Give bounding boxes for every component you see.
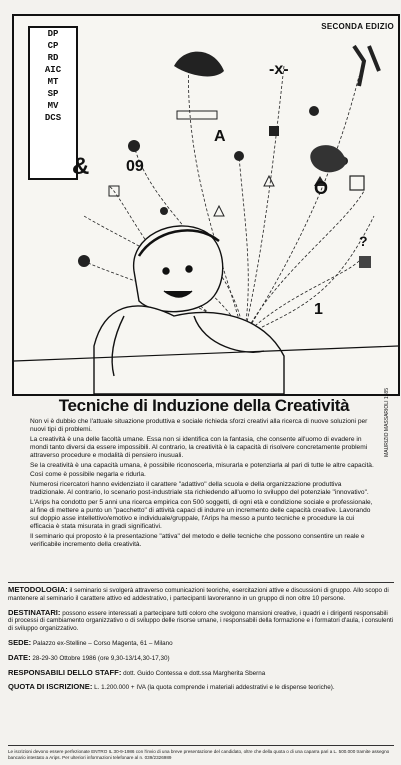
illustration-label: 09 [126, 158, 144, 175]
code-line: RD [47, 53, 59, 63]
code-line: AIC [44, 65, 62, 75]
code-line: MV [47, 101, 59, 111]
date-row [8, 654, 394, 663]
code-line: DP [47, 29, 59, 39]
footer-note: Le iscrizioni devono essere perfezionate ENTRO IL 30-9-1986 con l'invio di una breve presentazione del candidato, oltre che della quota o di una caparra pari a L. 500.000 tramite assegno bancario intestato a Arips. Per ulteriori informazioni telefonare al n. 039/2326989 [8, 749, 390, 760]
metodologia-label: METODOLOGIA: [8, 585, 68, 594]
metodologia-text: il seminario si svolgerà attraverso comunicazioni teoriche, esercitazioni attive e discussioni di gruppo. Allo scopo di mantenere al seminario il carattere attivo ed addestrativo, i partecipanti lavoreranno in un gruppo di non oltre 10 persone. [8, 587, 389, 602]
intro-text [30, 418, 376, 551]
page-title: Tecniche di Induzione della Creatività [58, 396, 350, 415]
course-info [8, 586, 394, 698]
sede-text: Palazzo ex-Stelline – Corso Magenta, 61 – Milano [32, 639, 173, 647]
illustration-label: -x- [269, 61, 289, 78]
illustration-label: O [314, 178, 329, 198]
intro-paragraph: L'Arips ha condotto per 5 anni una ricerca empirica con 500 soggetti, di ogni età e condizione sociale e professionale, al fine di mettere a punto un "pacchetto" di attività capaci di indurre un incremento delle capacità creative. Lavorando sul doppio asse intellettivo/emotivo e individuale/gruppale, l'Arips ha messo a punto tecniche e procedure la cui efficacia è stata misurata in gradi significativi. [30, 498, 373, 531]
date-text: 28-29-30 Ottobre 1986 (ore 9,30-13/14,30-17,30) [32, 654, 170, 662]
illustration-label: & [72, 153, 90, 180]
code-line: MT [47, 77, 59, 87]
divider [8, 745, 394, 746]
code-line: CP [47, 41, 59, 51]
destinatari-label: DESTINATARI: [8, 607, 61, 617]
illustration-label: 1 [314, 301, 323, 318]
intro-paragraph: Il seminario qui proposto è la presentazione "attiva" del metodo e delle tecniche che possono consentire un reale e verificabile incremento della creatività. [30, 533, 365, 549]
idea-trajectories [84, 56, 374, 336]
sede-row [8, 639, 394, 648]
edition-label: SECONDA EDIZIO [321, 22, 394, 31]
illustration-label: A [214, 128, 226, 145]
illustration-label: ? [359, 233, 368, 249]
floating-shapes [78, 46, 379, 268]
intro-paragraph: La creatività è una delle facoltà umane. Essa non si identifica con la fantasia, che consente all'uomo di evadere in mondi tanto diversi da essere impossibili. Al contrario, la creatività è la capacità di risolvere concretamente problemi attraverso procedure e modalità di pensiero inusuali. [30, 436, 368, 460]
child-figure [94, 226, 284, 394]
intro-paragraph: Non vi è dubbio che l'attuale situazione produttiva e sociale richieda sforzi creativi alla ricerca di nuove soluzioni per nuovi tipi di problemi. [30, 418, 368, 434]
metodologia-row [8, 586, 394, 603]
intro-paragraph: Se la creatività è una capacità umana, è possibile riconoscerla, misurarla e potenziarla al pari di tutte le altre capacità. Così come è possibile negarla e ridurla. [30, 462, 374, 478]
sede-label: SEDE: [8, 637, 32, 647]
quota-row [8, 683, 394, 692]
creativity-illustration [14, 16, 398, 394]
staff-text: dott. Guido Contessa e dott.ssa Margherita Sberna [123, 669, 266, 677]
code-line: DCS [44, 113, 62, 123]
staff-label: RESPONSABILI DELLO STAFF: [8, 667, 122, 677]
destinatari-row [8, 609, 394, 633]
quota-text: L. 1.200.000 + IVA (la quota comprende i materiali addestrativi e le dispense teoriche). [94, 684, 335, 692]
intro-paragraph: Numerosi ricercatori hanno evidenziato il carattere "adattivo" della scuola e della organizzazione produttiva tradizionale. Al contrario, lo scenario post-industriale sta richiedendo all'uomo lo sviluppo del potenziale "innovativo". [30, 480, 369, 496]
staff-row [8, 669, 394, 678]
artist-signature: MAURIZIO MASSARIOLI 1985 [384, 388, 390, 457]
destinatari-text: possono essere interessati a partecipare tutti coloro che svolgono mansioni creative, i quadri e i dirigenti responsabili di processi di cambiamento organizzativo o di sviluppo delle risorse umane, i responsabili della formazione e i formatori d'aula, i consulenti di sviluppo organizzativo. [8, 609, 394, 633]
quota-label: QUOTA DI ISCRIZIONE: [8, 682, 93, 692]
date-label: DATE: [8, 652, 31, 662]
code-line: SP [47, 89, 59, 99]
divider [8, 582, 394, 583]
